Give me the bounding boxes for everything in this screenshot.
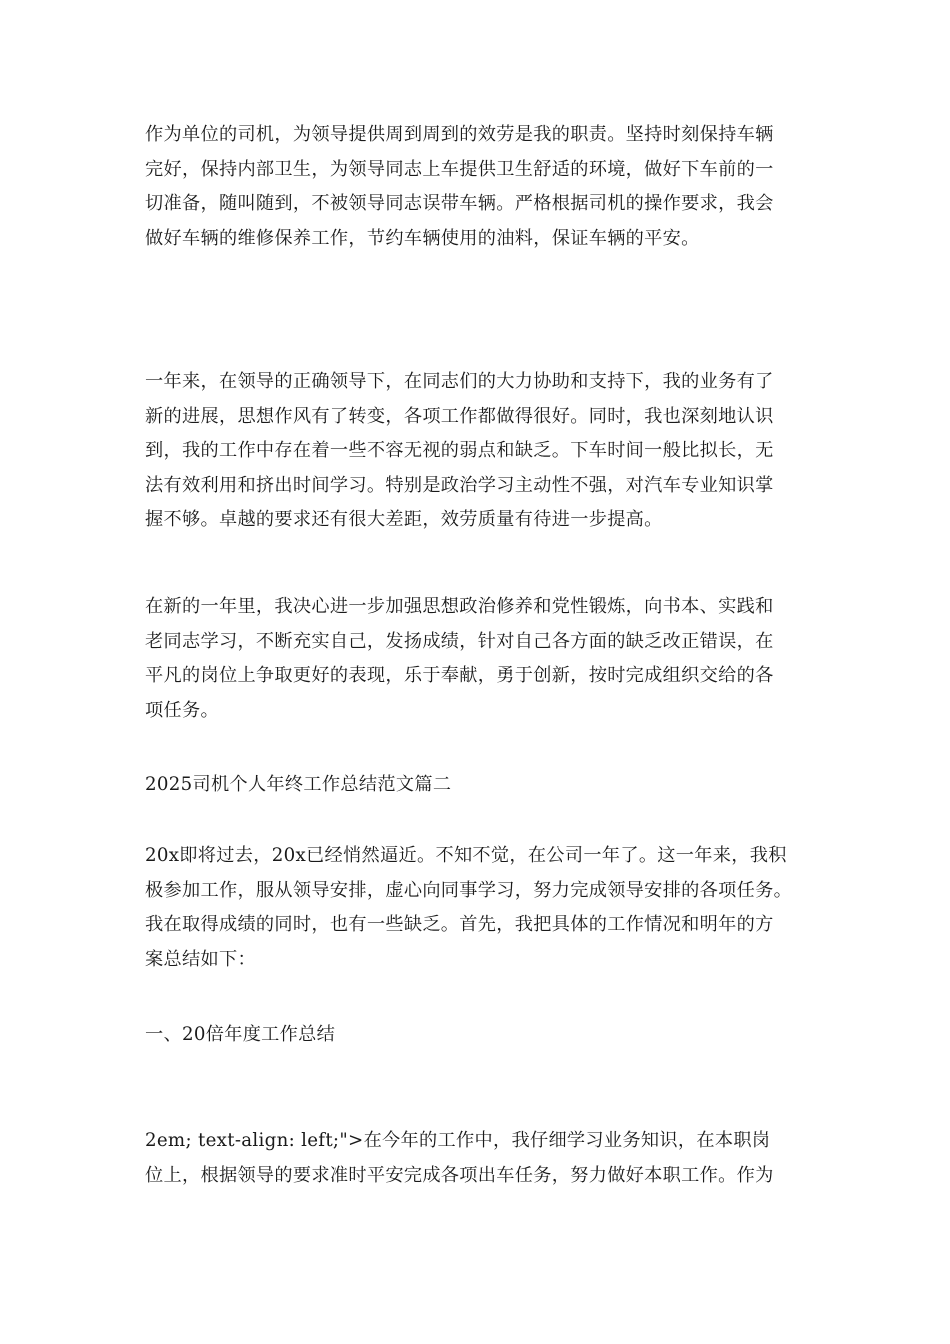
text-line: 项任务。 (145, 699, 219, 721)
text-line: 平凡的岗位上争取更好的表现，乐于奉献，勇于创新，按时完成组织交给的各 (145, 665, 774, 687)
section-title-part-two (145, 768, 807, 803)
text-line: 法有效利用和挤出时间学习。特别是政治学习主动性不强，对汽车专业知识掌 (145, 474, 774, 496)
text-line: 2em; text-align: left;">在今年的工作中，我仔细学习业务知识，在本职岗 (145, 1130, 771, 1151)
text-line: 位上，根据领导的要求准时平安完成各项出车任务，努力做好本职工作。作为 (145, 1164, 774, 1186)
text-line: 20x即将过去，20x已经悄然逼近。不知不觉，在公司一年了。这一年来，我积 (145, 845, 787, 866)
text-line: 在新的一年里，我决心进一步加强思想政治修养和党性锻炼，向书本、实践和 (145, 596, 774, 617)
text-line: 作为单位的司机，为领导提供周到周到的效劳是我的职责。坚持时刻保持车辆 (145, 124, 774, 145)
section-heading-annual-summary (145, 1018, 807, 1053)
text-line: 握不够。卓越的要求还有很大差距，效劳质量有待进一步提高。 (145, 509, 663, 531)
paragraph-intro (145, 839, 807, 977)
section-heading: 一、20倍年度工作总结 (145, 1024, 336, 1045)
text-line: 新的进展，思想作风有了转变，各项工作都做得很好。同时，我也深刻地认识 (145, 405, 774, 427)
text-line: 案总结如下： (145, 948, 256, 970)
paragraph-year-review (145, 365, 807, 538)
paragraph-driver-duties (145, 118, 807, 256)
text-line: 我在取得成绩的同时，也有一些缺乏。首先，我把具体的工作情况和明年的方 (145, 914, 774, 936)
paragraph-work-detail (145, 1124, 807, 1193)
text-line: 完好，保持内部卫生，为领导同志上车提供卫生舒适的环境，做好下车前的一 (145, 158, 774, 180)
text-line: 极参加工作，服从领导安排，虚心向同事学习，努力完成领导安排的各项任务。 (145, 879, 793, 901)
text-line: 老同志学习，不断充实自己，发扬成绩，针对自己各方面的缺乏改正错误，在 (145, 630, 774, 652)
text-line: 一年来，在领导的正确领导下，在同志们的大力协助和支持下，我的业务有了 (145, 371, 774, 392)
paragraph-new-year-resolve (145, 590, 807, 728)
text-line: 切准备，随叫随到，不被领导同志误带车辆。严格根据司机的操作要求，我会 (145, 193, 774, 215)
section-title: 2025司机个人年终工作总结范文篇二 (145, 774, 452, 795)
text-line: 做好车辆的维修保养工作，节约车辆使用的油料，保证车辆的平安。 (145, 227, 700, 249)
text-line: 到，我的工作中存在着一些不容无视的弱点和缺乏。下车时间一般比拟长，无 (145, 440, 774, 462)
